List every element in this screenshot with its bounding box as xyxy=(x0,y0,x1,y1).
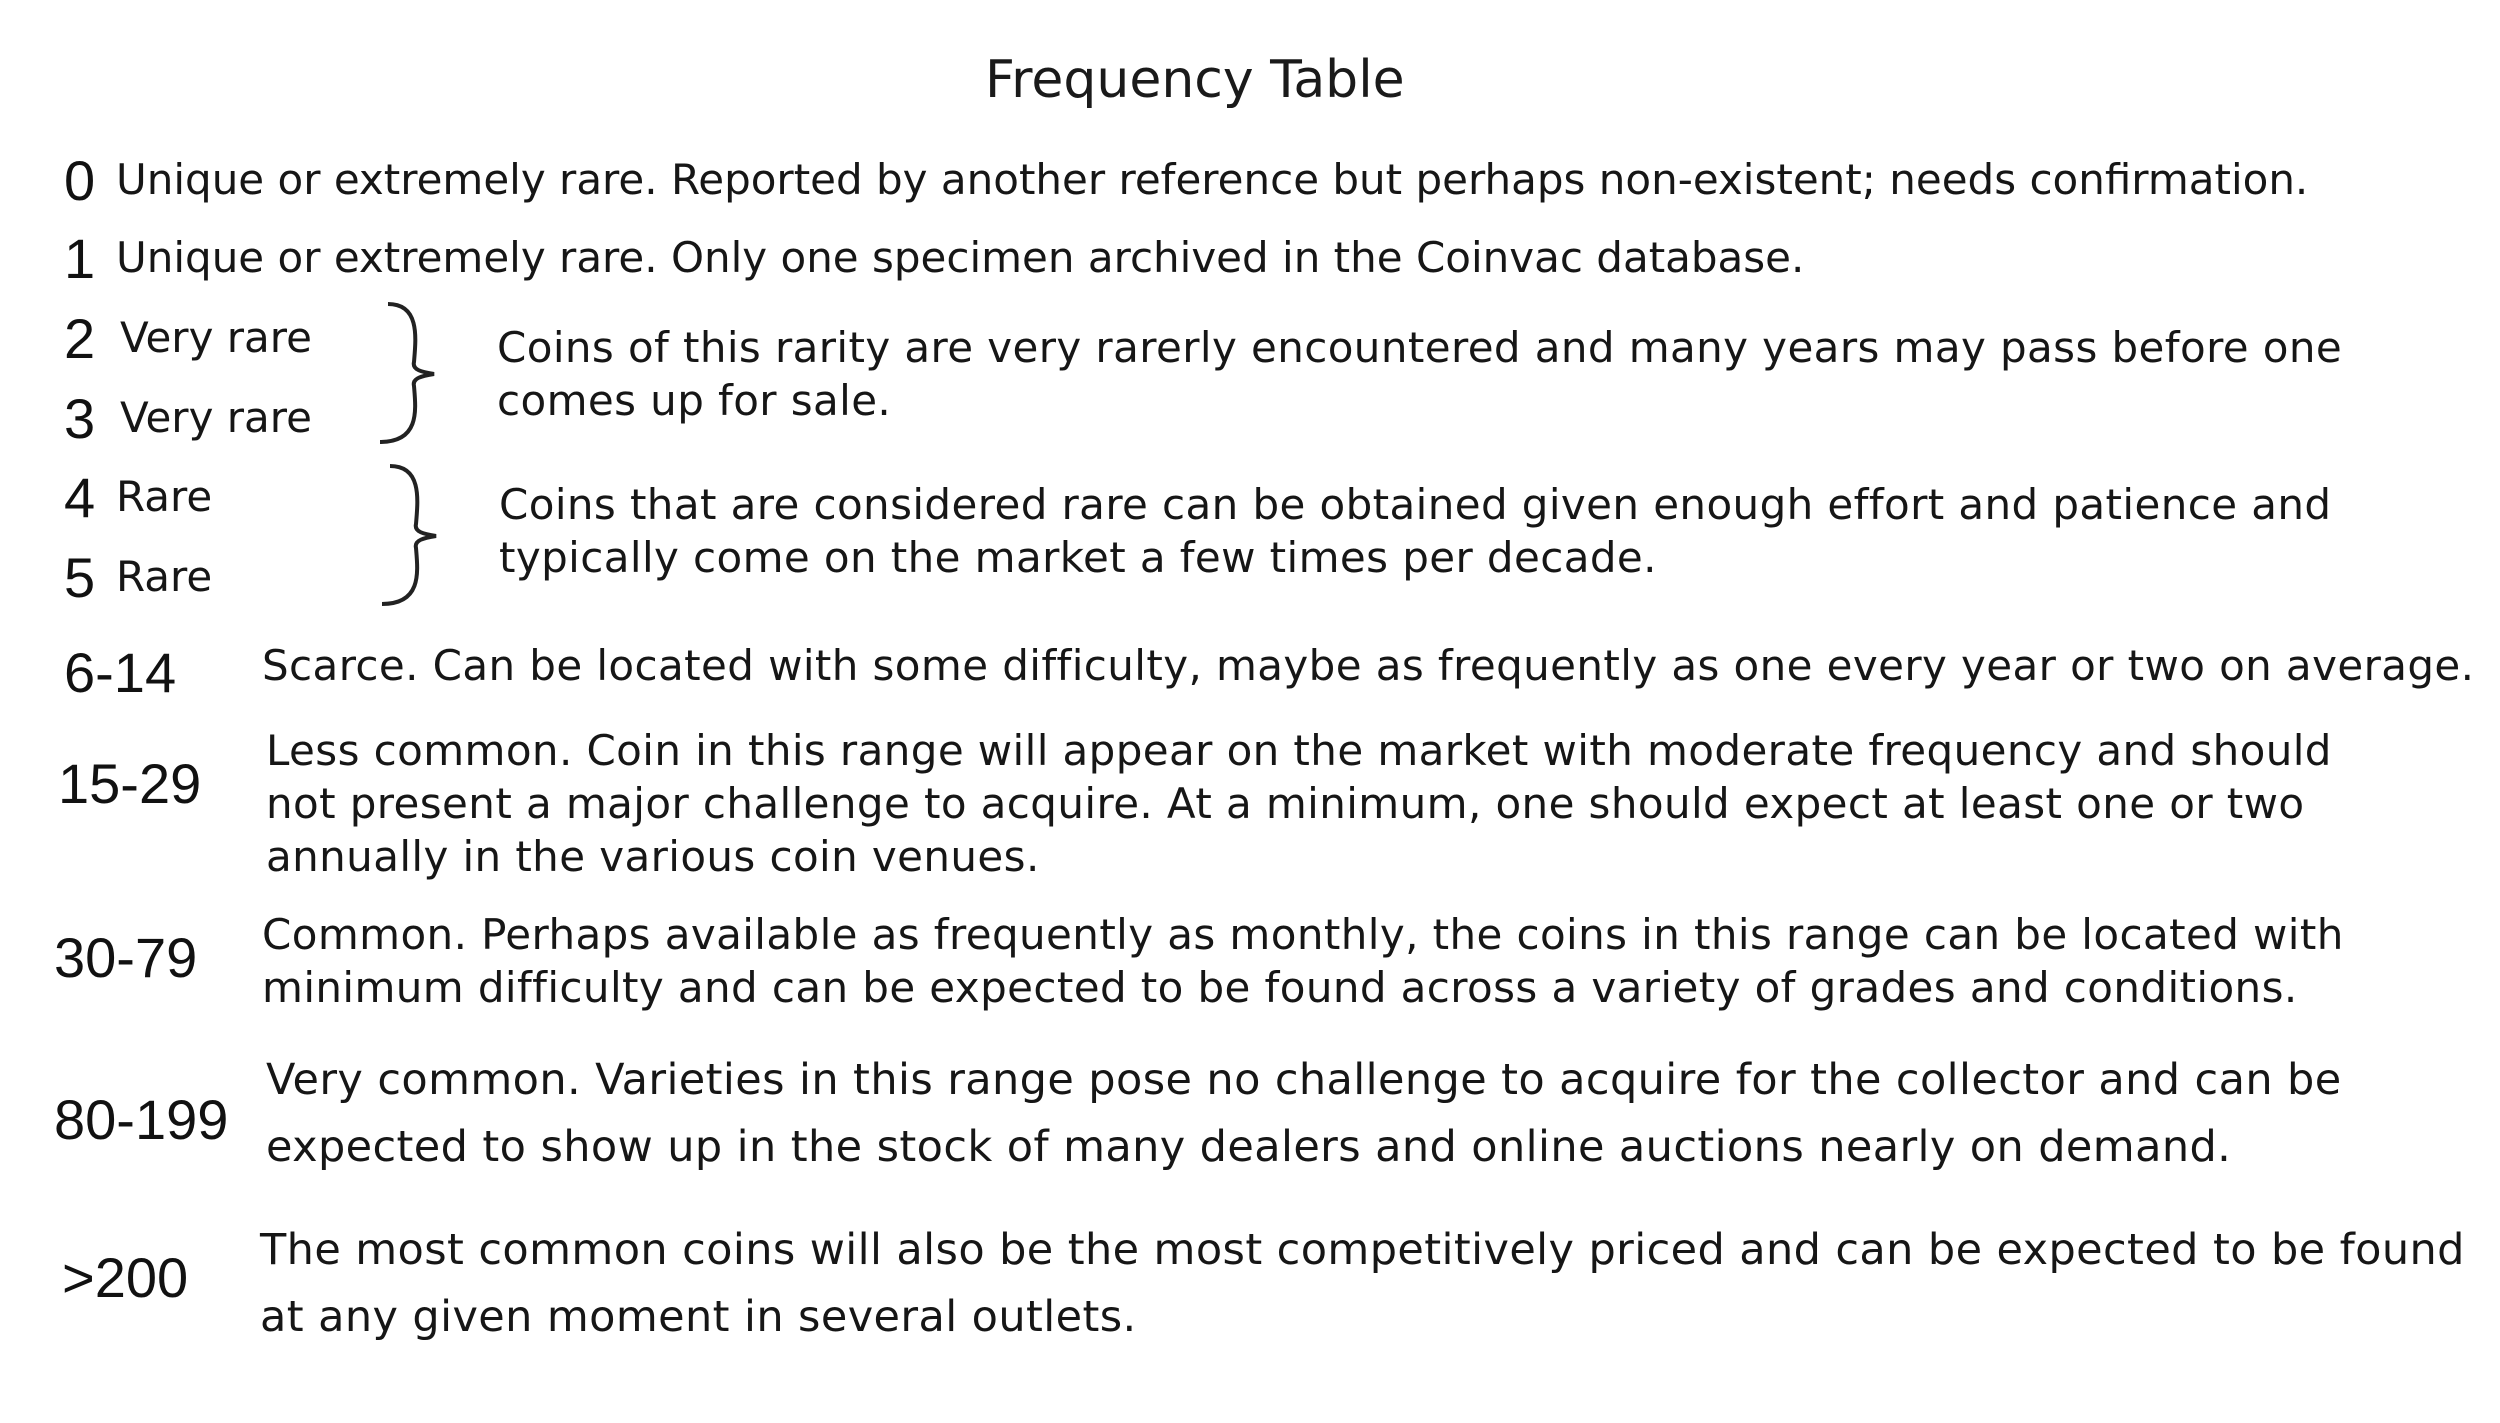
frequency-label-2: Very rare xyxy=(120,313,312,362)
group-brace-very-rare xyxy=(370,298,460,448)
frequency-label-3: Very rare xyxy=(120,393,312,442)
frequency-key-2: 2 xyxy=(64,307,96,370)
page-title: Frequency Table xyxy=(985,50,1405,110)
frequency-key-6-14: 6-14 xyxy=(64,641,177,704)
frequency-key-30-79: 30-79 xyxy=(54,926,198,989)
group-description-rare: Coins that are considered rare can be obtained given enough effort and patience and typically come on the market a few times per decade. xyxy=(499,480,2332,582)
frequency-key-15-29: 15-29 xyxy=(58,752,202,815)
frequency-key-5: 5 xyxy=(64,546,96,609)
frequency-key-4: 4 xyxy=(64,466,96,529)
frequency-description-200-plus: The most common coins will also be the most competitively priced and can be expected to be found at any given moment in several outlets. xyxy=(260,1225,2465,1342)
frequency-key-80-199: 80-199 xyxy=(54,1088,229,1151)
group-brace-rare xyxy=(372,460,462,610)
frequency-key-1: 1 xyxy=(64,227,96,290)
frequency-label-5: Rare xyxy=(116,552,213,601)
frequency-description-80-199: Very common. Varieties in this range pose no challenge to acquire for the collector and can be expected to show up in the stock of many dealers and online auctions nearly on demand. xyxy=(266,1055,2342,1172)
frequency-description-0: Unique or extremely rare. Reported by another reference but perhaps non-existent; needs confirmation. xyxy=(116,155,2309,204)
frequency-description-6-14: Scarce. Can be located with some difficulty, maybe as frequently as one every year or two on average. xyxy=(262,641,2475,690)
frequency-label-4: Rare xyxy=(116,472,213,521)
frequency-description-15-29: Less common. Coin in this range will appear on the market with moderate frequency and should not present a major challenge to acquire. At a minimum, one should expect at least one or two annually in the various coin venues. xyxy=(266,726,2332,881)
frequency-description-1: Unique or extremely rare. Only one specimen archived in the Coinvac database. xyxy=(116,233,1805,282)
frequency-key-200-plus: >200 xyxy=(62,1246,189,1309)
frequency-key-0: 0 xyxy=(64,149,96,212)
frequency-key-3: 3 xyxy=(64,387,96,450)
group-description-very-rare: Coins of this rarity are very rarerly encountered and many years may pass before one comes up for sale. xyxy=(497,323,2343,425)
frequency-description-30-79: Common. Perhaps available as frequently as monthly, the coins in this range can be located with minimum difficulty and can be expected to be found across a variety of grades and conditions. xyxy=(262,910,2344,1012)
